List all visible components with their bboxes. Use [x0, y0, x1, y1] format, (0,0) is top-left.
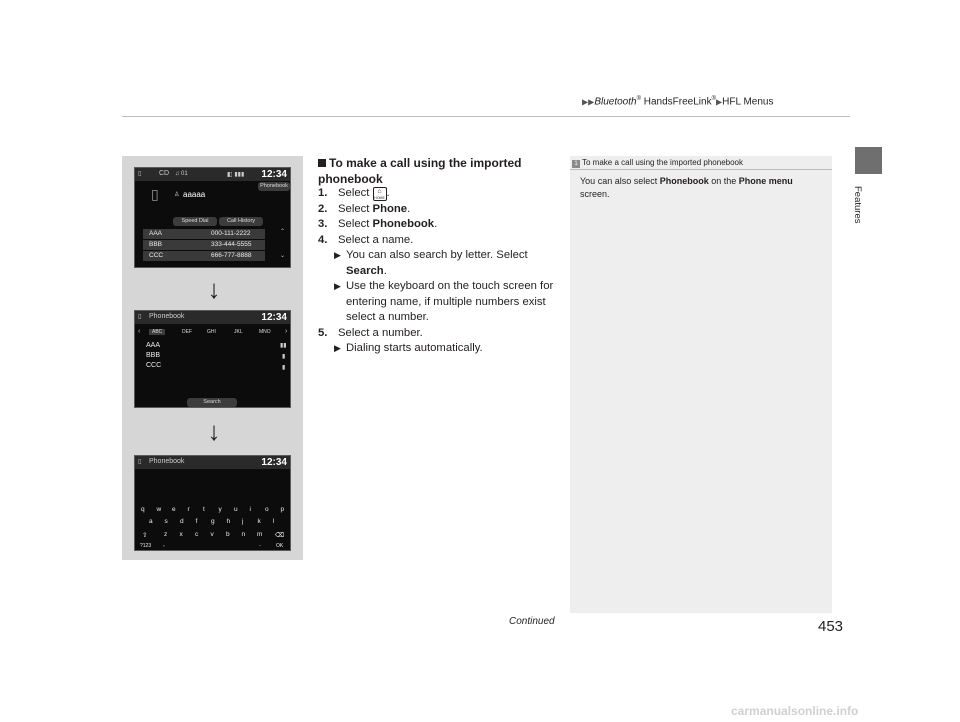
scroll-up-icon: ⌃ — [280, 229, 286, 235]
keyboard-key: t — [203, 506, 205, 513]
chevron-right-icon: › — [285, 328, 288, 335]
phone-icon: ▯ — [138, 171, 142, 177]
procedure-steps — [318, 186, 563, 357]
keyboard-key: v — [210, 531, 214, 538]
phonebook-list-screen: ▯ Phonebook 12:34 ‹ ABC DEF GHI JKL MNO › AAA BBB CCC ▮▮ ▮ ▮ Search — [134, 310, 291, 408]
list-item: CCC 666-777-8888 — [143, 251, 265, 261]
backspace-icon: ⌫ — [275, 532, 285, 539]
keyboard-key: q — [141, 506, 145, 513]
breadcrumb-hfl-menus: HFL Menus — [722, 96, 774, 108]
note-box — [570, 156, 832, 613]
keyboard-key: j — [242, 518, 244, 525]
keyboard-key: o — [265, 506, 269, 513]
keyboard-key: m — [257, 531, 263, 538]
triangle-bullet-icon: ▶ — [334, 250, 341, 260]
track-icon: ♫ — [175, 171, 180, 177]
keyboard-key: d — [180, 518, 184, 525]
breadcrumb-bluetooth: Bluetooth — [594, 96, 637, 108]
mobile-icon: ▮ — [282, 354, 286, 360]
keyboard-key: c — [195, 531, 199, 538]
keyboard-key: a — [149, 518, 153, 525]
keyboard-screen: ▯ Phonebook 12:34 q w e r t y u i o p a s d f g h j k l z x c v b n m ⇧ ⌫ ?123 , . OK — [134, 455, 291, 551]
keyboard-key: u — [234, 506, 238, 513]
note-text: You can also select Phonebook on the Phone menu screen. — [580, 176, 793, 199]
sub-step: ▶ Dialing starts automatically. — [318, 341, 563, 357]
keyboard-key: s — [164, 518, 168, 525]
watermark: carmanualsonline.info — [731, 704, 859, 718]
shift-icon: ⇧ — [142, 532, 148, 539]
list-item: BBB 333-444-5555 — [143, 240, 265, 250]
list-item: AAA 000-111-2222 — [143, 229, 265, 239]
continued-label: Continued — [509, 616, 555, 627]
keyboard-key: n — [241, 531, 246, 538]
section-tab-label: Features — [852, 186, 863, 224]
keyboard-key: l — [273, 518, 275, 525]
scroll-down-icon: ⌄ — [280, 253, 286, 259]
step: 4. Select a name. — [318, 233, 414, 246]
home-icon: ⌂ HOME — [374, 188, 385, 200]
arrow-icon: ▶ — [716, 97, 723, 107]
triangle-bullet-icon: ▶ — [334, 343, 341, 353]
mobile-icon: ▮ — [282, 365, 286, 371]
chevron-left-icon: ‹ — [138, 328, 141, 335]
audio-screen: ▯ CD ♫ 01 ◧ ▮▮▮ 12:34 Phonebook ▯ ♙ aaaaa Speed Dial Call History AAA 000-111-2222 BBB 333-444-5555 CCC 666-777-8888 ⌃ ⌄ — [134, 167, 291, 268]
note-number-icon: 1 — [572, 160, 580, 168]
keyboard-key: g — [211, 518, 215, 525]
breadcrumb: ▶▶Bluetooth® HandsFreeLink®▶HFL Menus — [582, 96, 774, 108]
note-title: 1 To make a call using the imported phonebook — [570, 156, 832, 170]
keyboard-key: e — [172, 506, 176, 513]
keyboard-key: z — [164, 531, 168, 538]
sub-step: ▶ You can also search by letter. Select Search. — [334, 249, 528, 277]
phone-device-icon: ▯ — [151, 186, 159, 202]
letter-tabs: ‹ ABC DEF GHI JKL MNO › — [138, 328, 288, 335]
keyboard-key: w — [156, 506, 162, 513]
multi-number-icon: ▮▮ — [280, 343, 287, 349]
keyboard-key: f — [195, 518, 198, 525]
keyboard-key: y — [218, 506, 222, 513]
keyboard-key: i — [249, 506, 251, 513]
triangle-bullet-icon: ▶ — [334, 281, 341, 291]
keyboard-key: h — [226, 518, 231, 525]
header-rule — [122, 116, 850, 117]
step: 3. Select Phonebook. — [318, 218, 438, 230]
page-number: 453 — [818, 618, 844, 635]
keyboard-key: b — [226, 531, 230, 538]
down-arrow-icon: ↓ — [207, 274, 221, 304]
sub-step: ▶ Use the keyboard on the touch screen for entering name, if multiple numbers exist select a number. — [334, 280, 554, 323]
square-bullet-icon — [318, 159, 326, 167]
keyboard-key: k — [257, 518, 261, 525]
down-arrow-icon: ↓ — [207, 416, 221, 446]
phone-icon: ▯ — [138, 314, 142, 320]
section-tab-marker — [855, 147, 882, 174]
keyboard-key: r — [187, 506, 190, 513]
search-button: Search — [187, 398, 237, 407]
phone-icon: ▯ — [138, 459, 142, 465]
person-icon: ♙ — [174, 192, 180, 198]
section-heading: To make a call using the imported phonebook — [318, 156, 522, 186]
step: 2. Select Phone. — [318, 202, 411, 215]
step: 5. Select a number. — [318, 326, 423, 339]
bluetooth-status-icon: ◧ ▮▮▮ — [227, 172, 245, 178]
keyboard-key: p — [280, 506, 285, 513]
step: 1. Select ⌂ HOME . — [318, 187, 390, 200]
arrow-icon: ▶▶ — [582, 97, 595, 107]
keyboard-key: x — [179, 531, 183, 538]
